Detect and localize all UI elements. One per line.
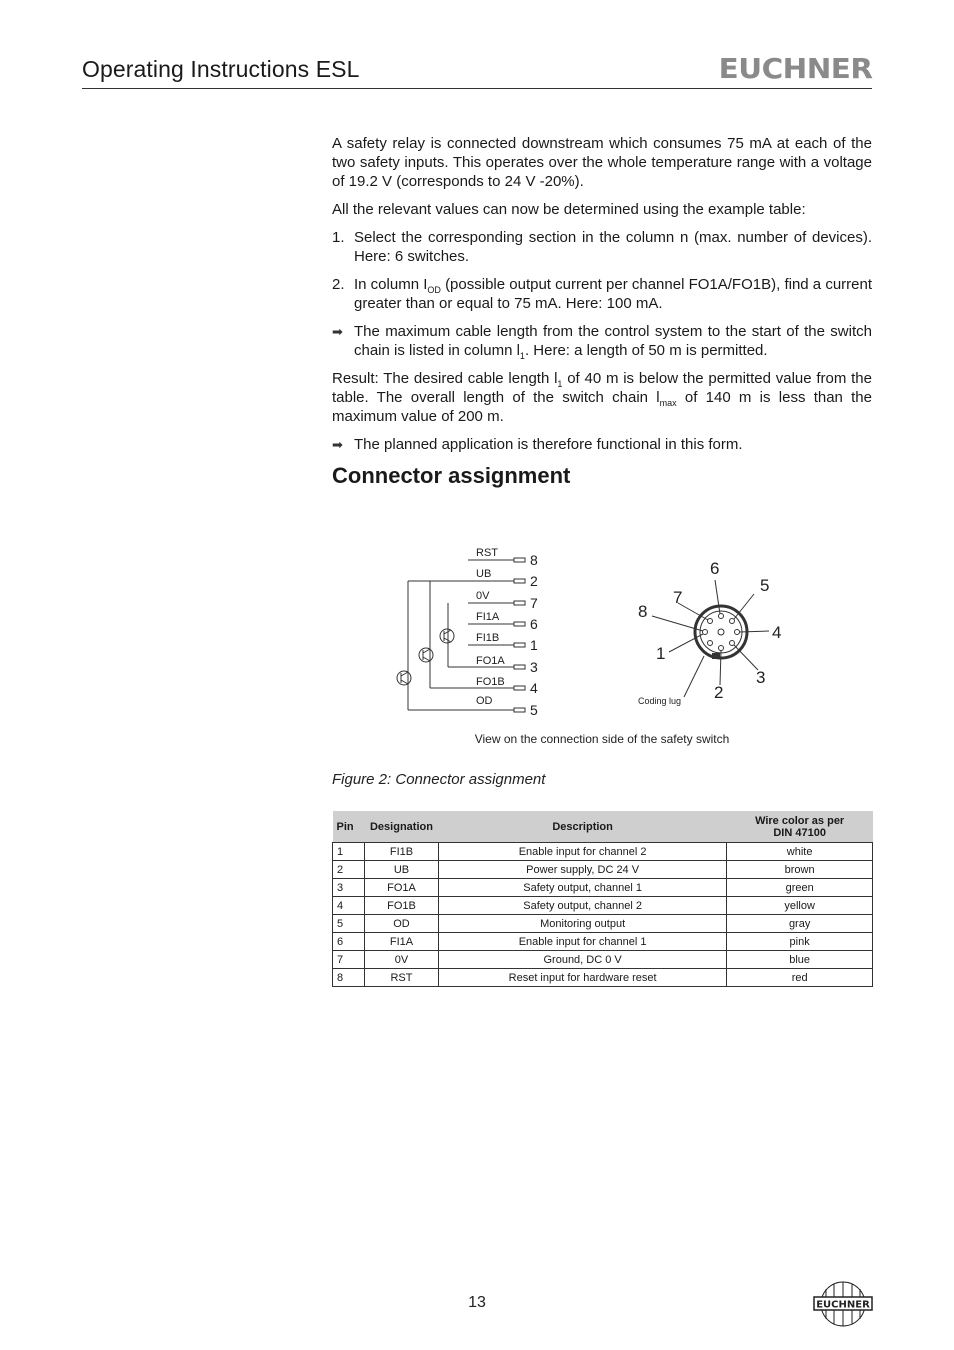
pin-assignment-table xyxy=(332,811,873,987)
wire-label: FI1B xyxy=(476,632,500,644)
bullet-1-text-b: . Here: a length of 50 m is permitted. xyxy=(524,342,768,359)
col-header-wire-color xyxy=(727,811,873,843)
bullet-cable-length-text xyxy=(354,322,872,360)
wire-label: FO1A xyxy=(476,655,505,667)
cell-designation: FO1B xyxy=(364,897,438,915)
cell-wire-color: yellow xyxy=(727,897,873,915)
result-text-b: of 40 m is below the permitted value from the table. The overall length of the switch chain l xyxy=(332,370,872,406)
col-header-wire-line2: DIN 47100 xyxy=(773,826,826,839)
page-number: 13 xyxy=(468,1294,486,1311)
bullet-1-subscript: 1 xyxy=(519,351,525,361)
cell-description: Power supply, DC 24 V xyxy=(438,861,726,879)
col-header-description: Description xyxy=(438,811,726,843)
terminal-number: 8 xyxy=(530,552,538,568)
cell-pin: 3 xyxy=(333,879,365,897)
cell-description: Enable input for channel 1 xyxy=(438,933,726,951)
step-1-number: 1. xyxy=(332,229,345,246)
wire-label: RST xyxy=(476,547,498,559)
coding-lug-label: Coding lug xyxy=(638,696,682,706)
brand-logo: EUCHNER xyxy=(718,52,872,85)
figure-label: Figure 2: Connector assignment xyxy=(332,771,546,788)
connector-pin-label: 4 xyxy=(772,623,782,642)
wire-label: 0V xyxy=(476,590,490,602)
connector-figure xyxy=(332,540,872,755)
step-2-text xyxy=(354,275,872,313)
table-row xyxy=(333,897,873,915)
wire-label: UB xyxy=(476,568,492,580)
coding-lug-marker xyxy=(712,653,720,659)
cell-description: Safety output, channel 1 xyxy=(438,879,726,897)
cell-pin: 5 xyxy=(333,915,365,933)
cell-wire-color: white xyxy=(727,843,873,861)
result-text-c: of 140 m is less than the maximum value of 200 m. xyxy=(332,389,872,425)
step-2-number: 2. xyxy=(332,276,345,293)
terminal-number: 3 xyxy=(530,659,538,675)
cell-designation: FI1B xyxy=(364,843,438,861)
body-text xyxy=(332,134,872,488)
connector-pin-label: 2 xyxy=(714,683,724,702)
table-row xyxy=(333,951,873,969)
result-text-a: Result: The desired cable length l xyxy=(332,370,558,387)
connector-diagram xyxy=(332,540,872,730)
page-header-title: Operating Instructions ESL xyxy=(82,56,360,82)
table-row xyxy=(333,969,873,987)
cell-description: Enable input for channel 2 xyxy=(438,843,726,861)
wire-label: FI1A xyxy=(476,611,500,623)
table-header-row xyxy=(333,811,873,843)
cell-pin: 7 xyxy=(333,951,365,969)
bullet-conclusion xyxy=(332,435,872,454)
step-2 xyxy=(332,275,872,313)
terminal-number: 2 xyxy=(530,573,538,589)
result-subscript-max: max xyxy=(659,398,677,408)
connector-pin-label: 8 xyxy=(638,602,648,621)
cell-pin: 8 xyxy=(333,969,365,987)
arrow-right-icon: ➡ xyxy=(332,324,343,339)
figure-view-caption: View on the connection side of the safety switch xyxy=(474,732,730,746)
paragraph-intro: All the relevant values can now be determined using the example table: xyxy=(332,201,806,218)
connector-pin-label: 6 xyxy=(710,559,720,578)
paragraph-result xyxy=(332,369,872,426)
col-header-designation: Designation xyxy=(364,811,438,843)
cell-wire-color: pink xyxy=(727,933,873,951)
connector-pin-label: 7 xyxy=(673,588,683,607)
cell-description: Safety output, channel 2 xyxy=(438,897,726,915)
cell-wire-color: green xyxy=(727,879,873,897)
table-row xyxy=(333,933,873,951)
cell-description: Ground, DC 0 V xyxy=(438,951,726,969)
cell-pin: 6 xyxy=(333,933,365,951)
connector-pin-label: 1 xyxy=(656,644,666,663)
step-2-text-b: (possible output current per channel FO1A/FO1B), find a current greater than or equal to 75 mA. Here: 100 mA. xyxy=(354,276,872,312)
arrow-right-icon: ➡ xyxy=(332,437,343,452)
table-row xyxy=(333,843,873,861)
paragraph-relay: A safety relay is connected downstream which consumes 75 mA at each of the two safety inputs. This operates over the whole temperature range with a voltage of 19.2 V (corresponds to 24 V -20%). xyxy=(332,135,872,190)
cell-designation: FO1A xyxy=(364,879,438,897)
cell-designation: 0V xyxy=(364,951,438,969)
result-subscript-1: 1 xyxy=(557,379,563,389)
cell-description: Monitoring output xyxy=(438,915,726,933)
section-title: Connector assignment xyxy=(332,463,571,488)
connector-pin-label: 3 xyxy=(756,668,766,687)
terminal-number: 6 xyxy=(530,616,538,632)
bullet-conclusion-text: The planned application is therefore functional in this form. xyxy=(354,436,743,453)
bullet-1-text-a: The maximum cable length from the control system to the start of the switch chain is listed in column l xyxy=(354,323,872,359)
cell-wire-color: gray xyxy=(727,915,873,933)
header-divider xyxy=(82,88,872,89)
step-1-text: Select the corresponding section in the column n (max. number of devices). Here: 6 switches. xyxy=(354,229,872,265)
table-row xyxy=(333,879,873,897)
table-row xyxy=(333,915,873,933)
wire-label: FO1B xyxy=(476,676,505,688)
terminal-number: 4 xyxy=(530,680,538,696)
cell-pin: 1 xyxy=(333,843,365,861)
cell-wire-color: red xyxy=(727,969,873,987)
cell-description: Reset input for hardware reset xyxy=(438,969,726,987)
bullet-cable-length xyxy=(332,322,872,360)
cell-designation: FI1A xyxy=(364,933,438,951)
cell-pin: 4 xyxy=(333,897,365,915)
col-header-wire-line1: Wire color as per xyxy=(755,814,845,827)
step-2-text-a: In column I xyxy=(354,276,428,293)
footer-logo-text: EUCHNER xyxy=(816,1299,870,1311)
cell-designation: OD xyxy=(364,915,438,933)
terminal-number: 1 xyxy=(530,637,538,653)
col-header-pin: Pin xyxy=(333,811,365,843)
cell-wire-color: blue xyxy=(727,951,873,969)
step-2-subscript: OD xyxy=(427,285,441,295)
cell-designation: RST xyxy=(364,969,438,987)
wire-label: OD xyxy=(476,695,493,707)
cell-designation: UB xyxy=(364,861,438,879)
connector-pin-label: 5 xyxy=(760,576,770,595)
cell-wire-color: brown xyxy=(727,861,873,879)
terminal-number: 7 xyxy=(530,595,538,611)
euchner-footer-logo xyxy=(812,1279,874,1329)
step-1 xyxy=(332,228,872,266)
terminal-number: 5 xyxy=(530,702,538,718)
table-row xyxy=(333,861,873,879)
cell-pin: 2 xyxy=(333,861,365,879)
